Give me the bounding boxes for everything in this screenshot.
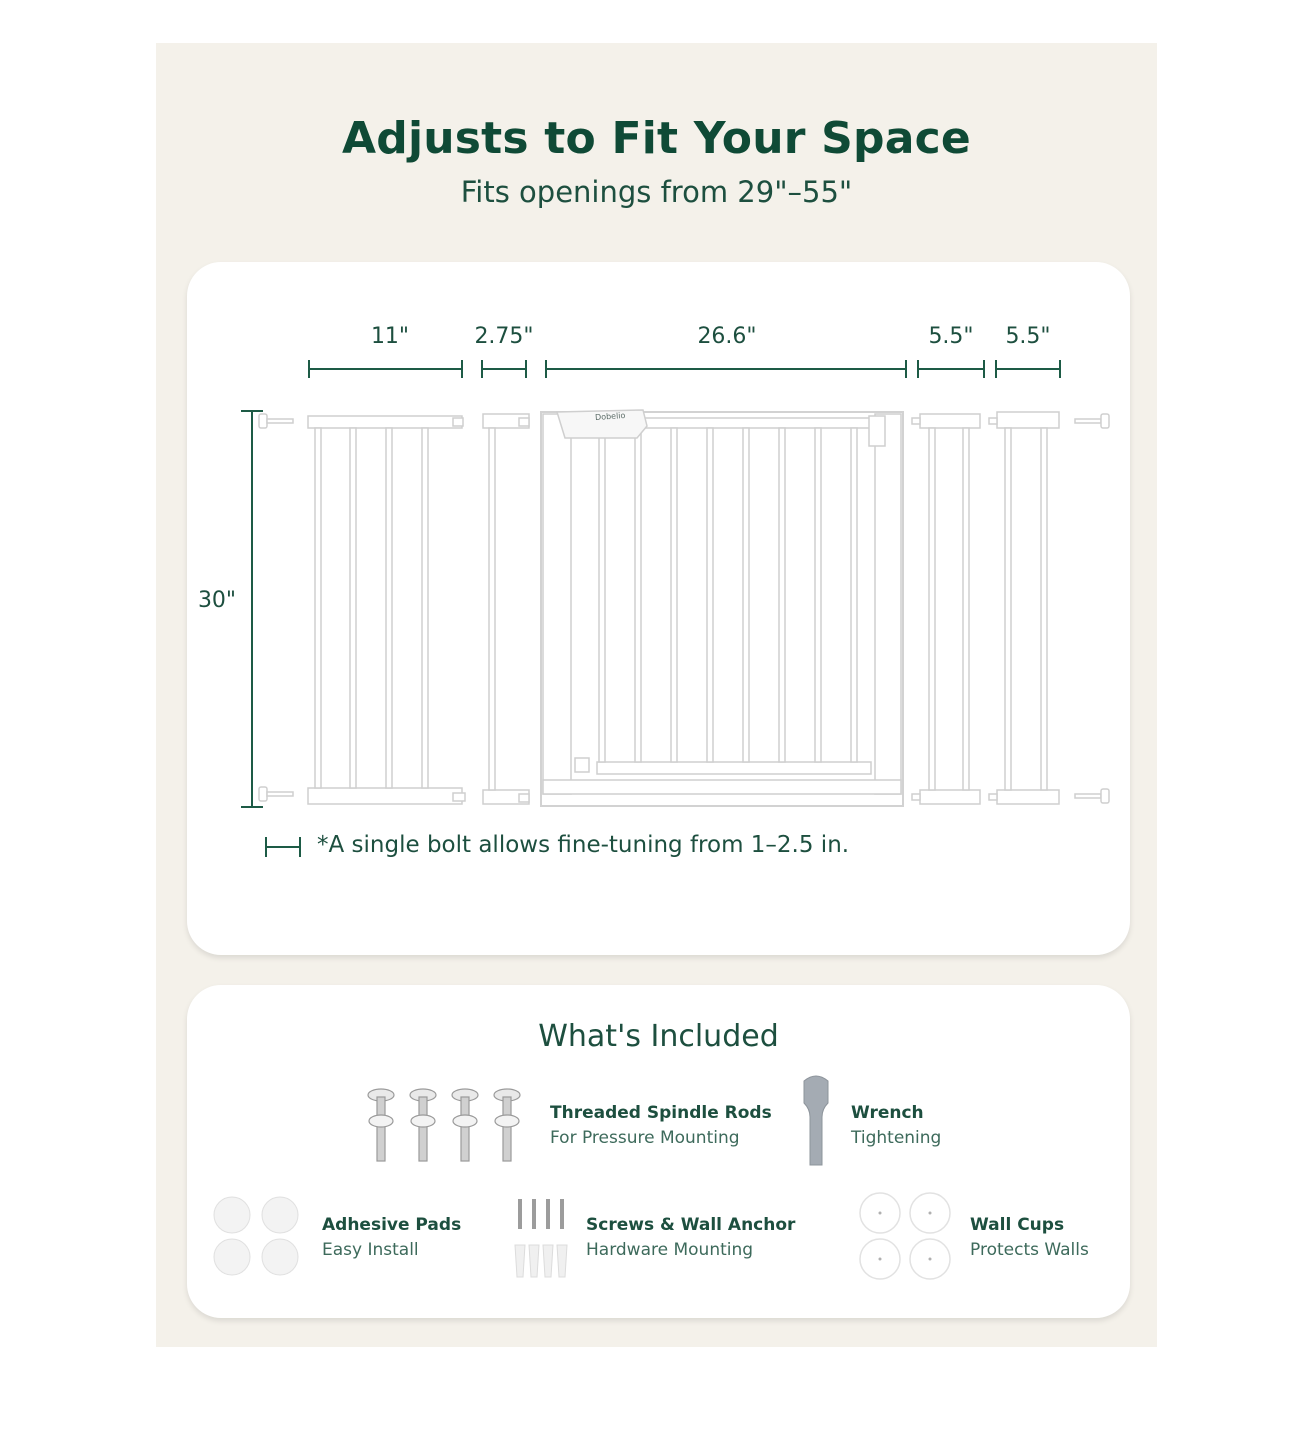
whats-included-card (187, 985, 1130, 1318)
height-dimension-line (251, 410, 253, 808)
width-label-gate: 26.6" (697, 324, 757, 349)
included-title: What's Included (538, 1019, 779, 1054)
adjust-bolt-icon (265, 846, 301, 848)
dimension-diagram-card (187, 262, 1130, 955)
item-desc-adhesive-pads: Easy Install (322, 1240, 419, 1260)
width-dimension-line (917, 368, 985, 370)
width-label-small-extension: 2.75" (474, 324, 534, 349)
item-name-adhesive-pads: Adhesive Pads (322, 1215, 462, 1235)
width-label-main-extension: 11" (370, 324, 410, 349)
screws-icon (512, 1197, 578, 1281)
item-name-spindle-rods: Threaded Spindle Rods (550, 1103, 772, 1123)
adhesive-pads-icon (212, 1195, 304, 1281)
baby-gate-illustration (257, 402, 1117, 822)
item-desc-wrench: Tightening (851, 1128, 942, 1148)
item-desc-wall-cups: Protects Walls (970, 1240, 1089, 1260)
item-desc-screws: Hardware Mounting (586, 1240, 754, 1260)
width-dimension-line (481, 368, 527, 370)
item-desc-spindle-rods: For Pressure Mounting (550, 1128, 740, 1148)
infographic-panel (156, 43, 1157, 1347)
item-name-wall-cups: Wall Cups (970, 1215, 1065, 1235)
page-subtitle: Fits openings from 29"–55" (460, 175, 853, 209)
spindle-rods-icon (360, 1087, 530, 1165)
adjustment-note: *A single bolt allows fine-tuning from 1–2.5 in. (317, 832, 850, 858)
width-label-right-extension-1: 5.5" (928, 324, 974, 349)
height-label: 30" (197, 588, 237, 613)
item-name-wrench: Wrench (851, 1103, 924, 1123)
wrench-icon (798, 1073, 834, 1169)
item-name-screws: Screws & Wall Anchor (586, 1215, 796, 1235)
width-dimension-line (308, 368, 463, 370)
width-dimension-line (545, 368, 907, 370)
wall-cups-icon (858, 1191, 954, 1283)
width-label-right-extension-2: 5.5" (1005, 324, 1051, 349)
page-title: Adjusts to Fit Your Space (342, 113, 971, 164)
gate-brand-logo: Dobelio (594, 410, 626, 423)
width-dimension-line (995, 368, 1061, 370)
